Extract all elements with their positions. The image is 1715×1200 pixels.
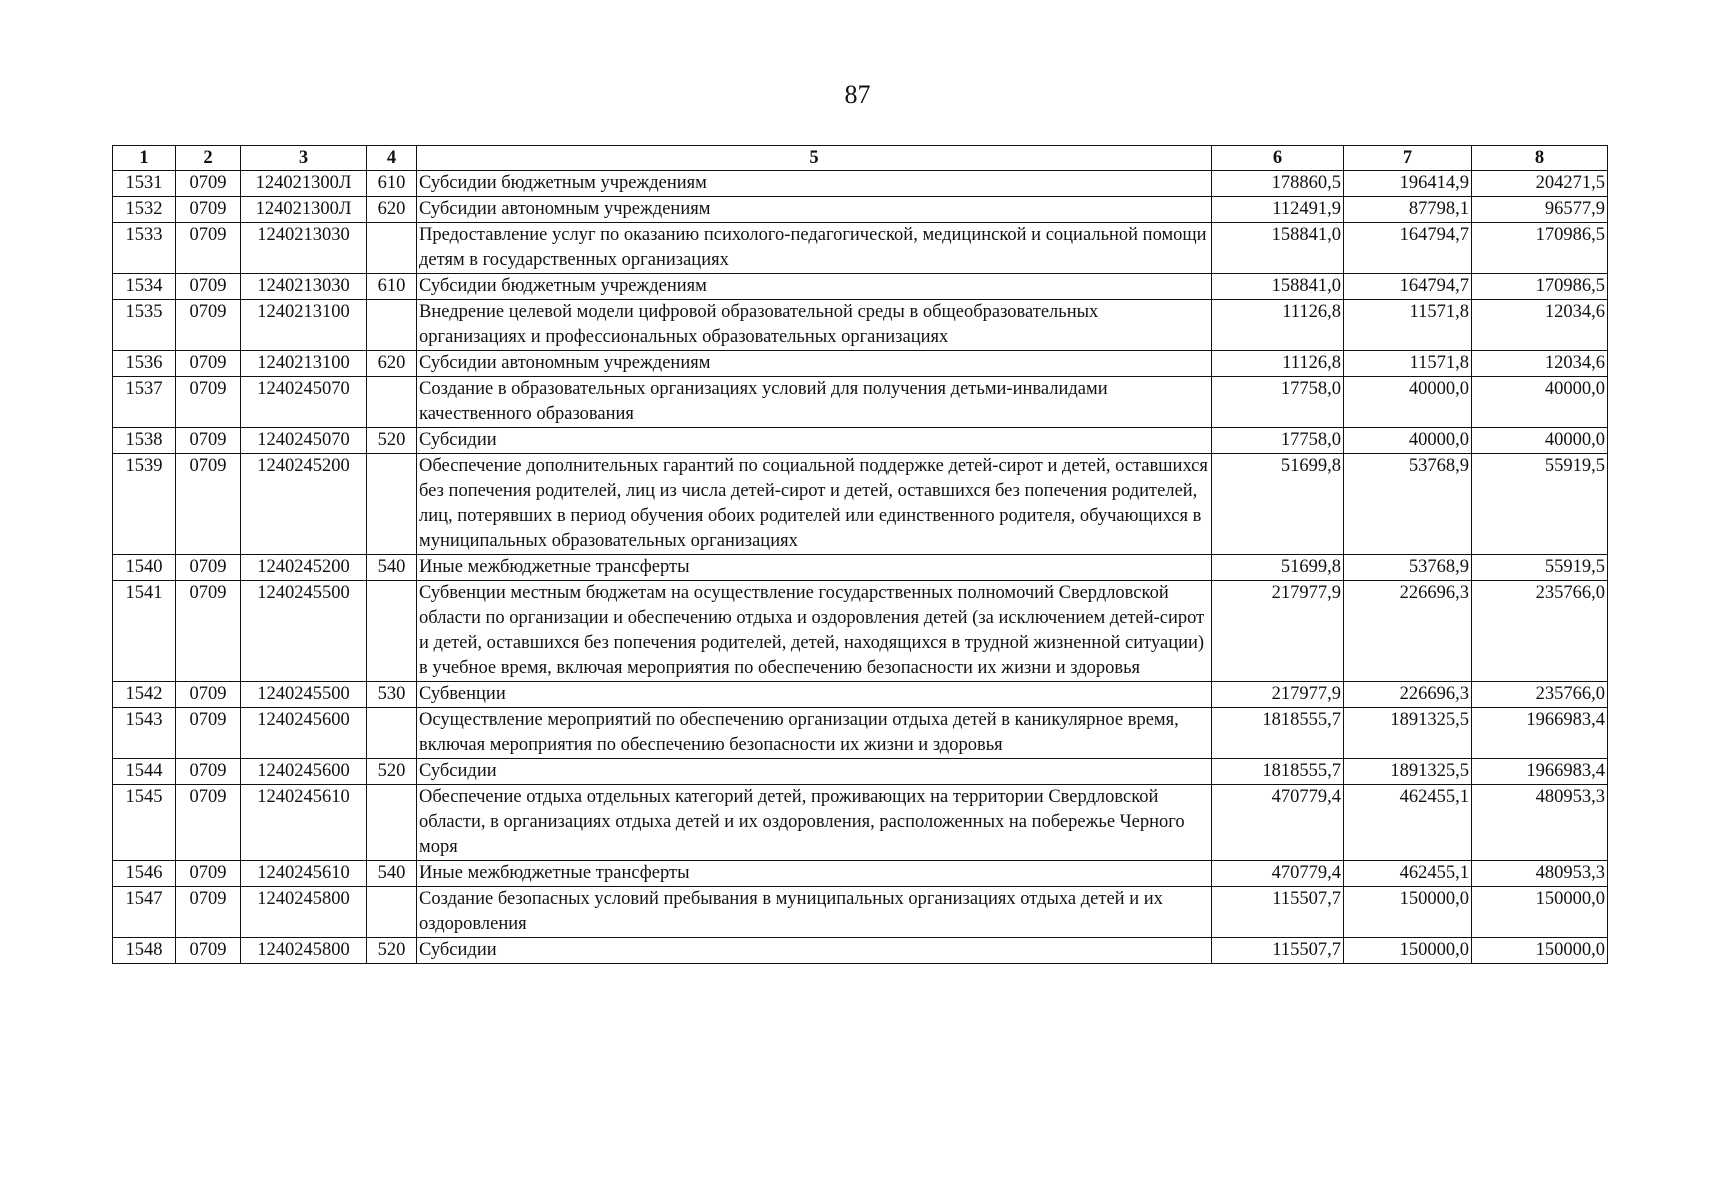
table-row (113, 938, 1608, 964)
target-article-cell: 1240245200 (241, 555, 367, 581)
amount-year-1-cell: 178860,5 (1212, 171, 1344, 197)
row-number-cell: 1535 (113, 300, 176, 351)
amount-year-3-cell: 170986,5 (1472, 223, 1608, 274)
amount-year-1-cell: 51699,8 (1212, 454, 1344, 555)
amount-year-3-cell: 170986,5 (1472, 274, 1608, 300)
target-article-cell: 1240245600 (241, 759, 367, 785)
table-row (113, 223, 1608, 274)
table-row (113, 759, 1608, 785)
expense-type-cell: 620 (367, 351, 417, 377)
target-article-cell: 1240245610 (241, 785, 367, 861)
section-code-cell: 0709 (176, 171, 241, 197)
item-name-cell: Субсидии (417, 759, 1212, 785)
amount-year-2-cell: 150000,0 (1344, 887, 1472, 938)
item-name-cell: Субвенции местным бюджетам на осуществление государственных полномочий Свердловской области по организации и обеспечению отдыха и оздоровления детей (за исключением детей-сирот и детей, оставшихся без попечения родителей, детей, находящихся в трудной жизненной ситуации) в учебное время, включая мероприятия по обеспечению безопасности их жизни и здоровья (417, 581, 1212, 682)
expense-type-cell: 520 (367, 938, 417, 964)
section-code-cell: 0709 (176, 274, 241, 300)
row-number-cell: 1544 (113, 759, 176, 785)
target-article-cell: 1240245800 (241, 938, 367, 964)
item-name-cell: Внедрение целевой модели цифровой образовательной среды в общеобразовательных организациях и профессиональных образовательных организациях (417, 300, 1212, 351)
section-code-cell: 0709 (176, 682, 241, 708)
amount-year-2-cell: 462455,1 (1344, 785, 1472, 861)
amount-year-3-cell: 96577,9 (1472, 197, 1608, 223)
row-number-cell: 1533 (113, 223, 176, 274)
table-row (113, 377, 1608, 428)
section-code-cell: 0709 (176, 581, 241, 682)
expense-type-cell (367, 377, 417, 428)
row-number-cell: 1547 (113, 887, 176, 938)
section-code-cell: 0709 (176, 197, 241, 223)
amount-year-3-cell: 480953,3 (1472, 861, 1608, 887)
amount-year-2-cell: 1891325,5 (1344, 708, 1472, 759)
row-number-cell: 1536 (113, 351, 176, 377)
row-number-cell: 1537 (113, 377, 176, 428)
item-name-cell: Субсидии бюджетным учреждениям (417, 171, 1212, 197)
amount-year-3-cell: 55919,5 (1472, 555, 1608, 581)
target-article-cell: 1240245610 (241, 861, 367, 887)
amount-year-3-cell: 55919,5 (1472, 454, 1608, 555)
section-code-cell: 0709 (176, 938, 241, 964)
section-code-cell: 0709 (176, 223, 241, 274)
amount-year-1-cell: 51699,8 (1212, 555, 1344, 581)
table-row (113, 454, 1608, 555)
table-row (113, 581, 1608, 682)
amount-year-1-cell: 1818555,7 (1212, 759, 1344, 785)
amount-year-3-cell: 150000,0 (1472, 887, 1608, 938)
amount-year-1-cell: 112491,9 (1212, 197, 1344, 223)
amount-year-2-cell: 226696,3 (1344, 581, 1472, 682)
amount-year-2-cell: 11571,8 (1344, 351, 1472, 377)
expense-type-cell: 520 (367, 428, 417, 454)
row-number-cell: 1548 (113, 938, 176, 964)
target-article-cell: 1240245800 (241, 887, 367, 938)
amount-year-2-cell: 40000,0 (1344, 377, 1472, 428)
amount-year-1-cell: 158841,0 (1212, 274, 1344, 300)
expense-type-cell: 620 (367, 197, 417, 223)
page-number: 87 (844, 80, 871, 109)
column-header: 4 (367, 146, 417, 171)
target-article-cell: 1240245070 (241, 428, 367, 454)
expense-type-cell (367, 223, 417, 274)
column-header: 1 (113, 146, 176, 171)
expense-type-cell (367, 581, 417, 682)
column-header: 6 (1212, 146, 1344, 171)
amount-year-2-cell: 1891325,5 (1344, 759, 1472, 785)
expense-type-cell (367, 708, 417, 759)
row-number-cell: 1532 (113, 197, 176, 223)
amount-year-3-cell: 235766,0 (1472, 682, 1608, 708)
table-row (113, 555, 1608, 581)
section-code-cell: 0709 (176, 861, 241, 887)
amount-year-1-cell: 17758,0 (1212, 377, 1344, 428)
row-number-cell: 1546 (113, 861, 176, 887)
table-row (113, 428, 1608, 454)
table-row (113, 171, 1608, 197)
amount-year-2-cell: 87798,1 (1344, 197, 1472, 223)
amount-year-3-cell: 150000,0 (1472, 938, 1608, 964)
amount-year-3-cell: 1966983,4 (1472, 708, 1608, 759)
table-row (113, 887, 1608, 938)
amount-year-1-cell: 11126,8 (1212, 300, 1344, 351)
amount-year-2-cell: 40000,0 (1344, 428, 1472, 454)
expense-type-cell (367, 785, 417, 861)
table-row (113, 274, 1608, 300)
amount-year-1-cell: 115507,7 (1212, 938, 1344, 964)
row-number-cell: 1542 (113, 682, 176, 708)
item-name-cell: Обеспечение отдыха отдельных категорий детей, проживающих на территории Свердловской области, в организациях отдыха детей и их оздоровления, расположенных на побережье Черного моря (417, 785, 1212, 861)
table-row (113, 708, 1608, 759)
amount-year-1-cell: 217977,9 (1212, 682, 1344, 708)
table-row (113, 682, 1608, 708)
amount-year-1-cell: 470779,4 (1212, 785, 1344, 861)
row-number-cell: 1531 (113, 171, 176, 197)
amount-year-2-cell: 226696,3 (1344, 682, 1472, 708)
expense-type-cell: 520 (367, 759, 417, 785)
section-code-cell: 0709 (176, 708, 241, 759)
target-article-cell: 1240245500 (241, 581, 367, 682)
amount-year-1-cell: 1818555,7 (1212, 708, 1344, 759)
amount-year-2-cell: 164794,7 (1344, 223, 1472, 274)
expense-type-cell: 540 (367, 555, 417, 581)
item-name-cell: Субсидии автономным учреждениям (417, 351, 1212, 377)
table-body (113, 171, 1608, 964)
item-name-cell: Создание безопасных условий пребывания в муниципальных организациях отдыха детей и их оздоровления (417, 887, 1212, 938)
amount-year-1-cell: 470779,4 (1212, 861, 1344, 887)
row-number-cell: 1543 (113, 708, 176, 759)
target-article-cell: 1240213100 (241, 300, 367, 351)
table-row (113, 197, 1608, 223)
target-article-cell: 1240213100 (241, 351, 367, 377)
amount-year-1-cell: 115507,7 (1212, 887, 1344, 938)
item-name-cell: Субсидии бюджетным учреждениям (417, 274, 1212, 300)
column-header: 8 (1472, 146, 1608, 171)
item-name-cell: Субсидии (417, 938, 1212, 964)
target-article-cell: 1240213030 (241, 223, 367, 274)
column-header: 3 (241, 146, 367, 171)
row-number-cell: 1538 (113, 428, 176, 454)
table-row (113, 861, 1608, 887)
item-name-cell: Создание в образовательных организациях условий для получения детьми-инвалидами качественного образования (417, 377, 1212, 428)
row-number-cell: 1541 (113, 581, 176, 682)
amount-year-2-cell: 462455,1 (1344, 861, 1472, 887)
amount-year-3-cell: 12034,6 (1472, 300, 1608, 351)
amount-year-1-cell: 217977,9 (1212, 581, 1344, 682)
column-header: 5 (417, 146, 1212, 171)
amount-year-2-cell: 196414,9 (1344, 171, 1472, 197)
target-article-cell: 1240245600 (241, 708, 367, 759)
amount-year-2-cell: 53768,9 (1344, 454, 1472, 555)
target-article-cell: 124021300Л (241, 197, 367, 223)
expense-type-cell: 610 (367, 274, 417, 300)
row-number-cell: 1545 (113, 785, 176, 861)
section-code-cell: 0709 (176, 887, 241, 938)
amount-year-3-cell: 204271,5 (1472, 171, 1608, 197)
amount-year-2-cell: 53768,9 (1344, 555, 1472, 581)
table-row (113, 351, 1608, 377)
section-code-cell: 0709 (176, 555, 241, 581)
amount-year-3-cell: 40000,0 (1472, 428, 1608, 454)
expense-type-cell (367, 454, 417, 555)
item-name-cell: Субсидии (417, 428, 1212, 454)
item-name-cell: Субсидии автономным учреждениям (417, 197, 1212, 223)
amount-year-2-cell: 164794,7 (1344, 274, 1472, 300)
target-article-cell: 1240213030 (241, 274, 367, 300)
amount-year-1-cell: 17758,0 (1212, 428, 1344, 454)
item-name-cell: Осуществление мероприятий по обеспечению организации отдыха детей в каникулярное время, включая мероприятия по обеспечению безопасности их жизни и здоровья (417, 708, 1212, 759)
expense-type-cell: 530 (367, 682, 417, 708)
expense-type-cell (367, 300, 417, 351)
table-row (113, 785, 1608, 861)
amount-year-1-cell: 158841,0 (1212, 223, 1344, 274)
section-code-cell: 0709 (176, 300, 241, 351)
section-code-cell: 0709 (176, 454, 241, 555)
amount-year-3-cell: 1966983,4 (1472, 759, 1608, 785)
expense-type-cell (367, 887, 417, 938)
section-code-cell: 0709 (176, 785, 241, 861)
budget-table (112, 145, 1608, 964)
column-header: 2 (176, 146, 241, 171)
target-article-cell: 1240245500 (241, 682, 367, 708)
amount-year-2-cell: 150000,0 (1344, 938, 1472, 964)
section-code-cell: 0709 (176, 351, 241, 377)
target-article-cell: 1240245070 (241, 377, 367, 428)
table-row (113, 300, 1608, 351)
section-code-cell: 0709 (176, 428, 241, 454)
section-code-cell: 0709 (176, 377, 241, 428)
target-article-cell: 124021300Л (241, 171, 367, 197)
expense-type-cell: 540 (367, 861, 417, 887)
item-name-cell: Иные межбюджетные трансферты (417, 861, 1212, 887)
amount-year-2-cell: 11571,8 (1344, 300, 1472, 351)
item-name-cell: Предоставление услуг по оказанию психолого-педагогической, медицинской и социальной помощи детям в государственных организациях (417, 223, 1212, 274)
amount-year-3-cell: 12034,6 (1472, 351, 1608, 377)
item-name-cell: Иные межбюджетные трансферты (417, 555, 1212, 581)
expense-type-cell: 610 (367, 171, 417, 197)
amount-year-1-cell: 11126,8 (1212, 351, 1344, 377)
column-header: 7 (1344, 146, 1472, 171)
item-name-cell: Субвенции (417, 682, 1212, 708)
target-article-cell: 1240245200 (241, 454, 367, 555)
amount-year-3-cell: 235766,0 (1472, 581, 1608, 682)
item-name-cell: Обеспечение дополнительных гарантий по социальной поддержке детей-сирот и детей, оставшихся без попечения родителей, лиц из числа детей-сирот и детей, оставшихся без попечения родителей, лиц, потерявших в период обучения обоих родителей или единственного родителя, обучающихся в муниципальных образовательных организациях (417, 454, 1212, 555)
amount-year-3-cell: 40000,0 (1472, 377, 1608, 428)
table-header-row (113, 146, 1608, 171)
row-number-cell: 1534 (113, 274, 176, 300)
row-number-cell: 1539 (113, 454, 176, 555)
amount-year-3-cell: 480953,3 (1472, 785, 1608, 861)
row-number-cell: 1540 (113, 555, 176, 581)
section-code-cell: 0709 (176, 759, 241, 785)
